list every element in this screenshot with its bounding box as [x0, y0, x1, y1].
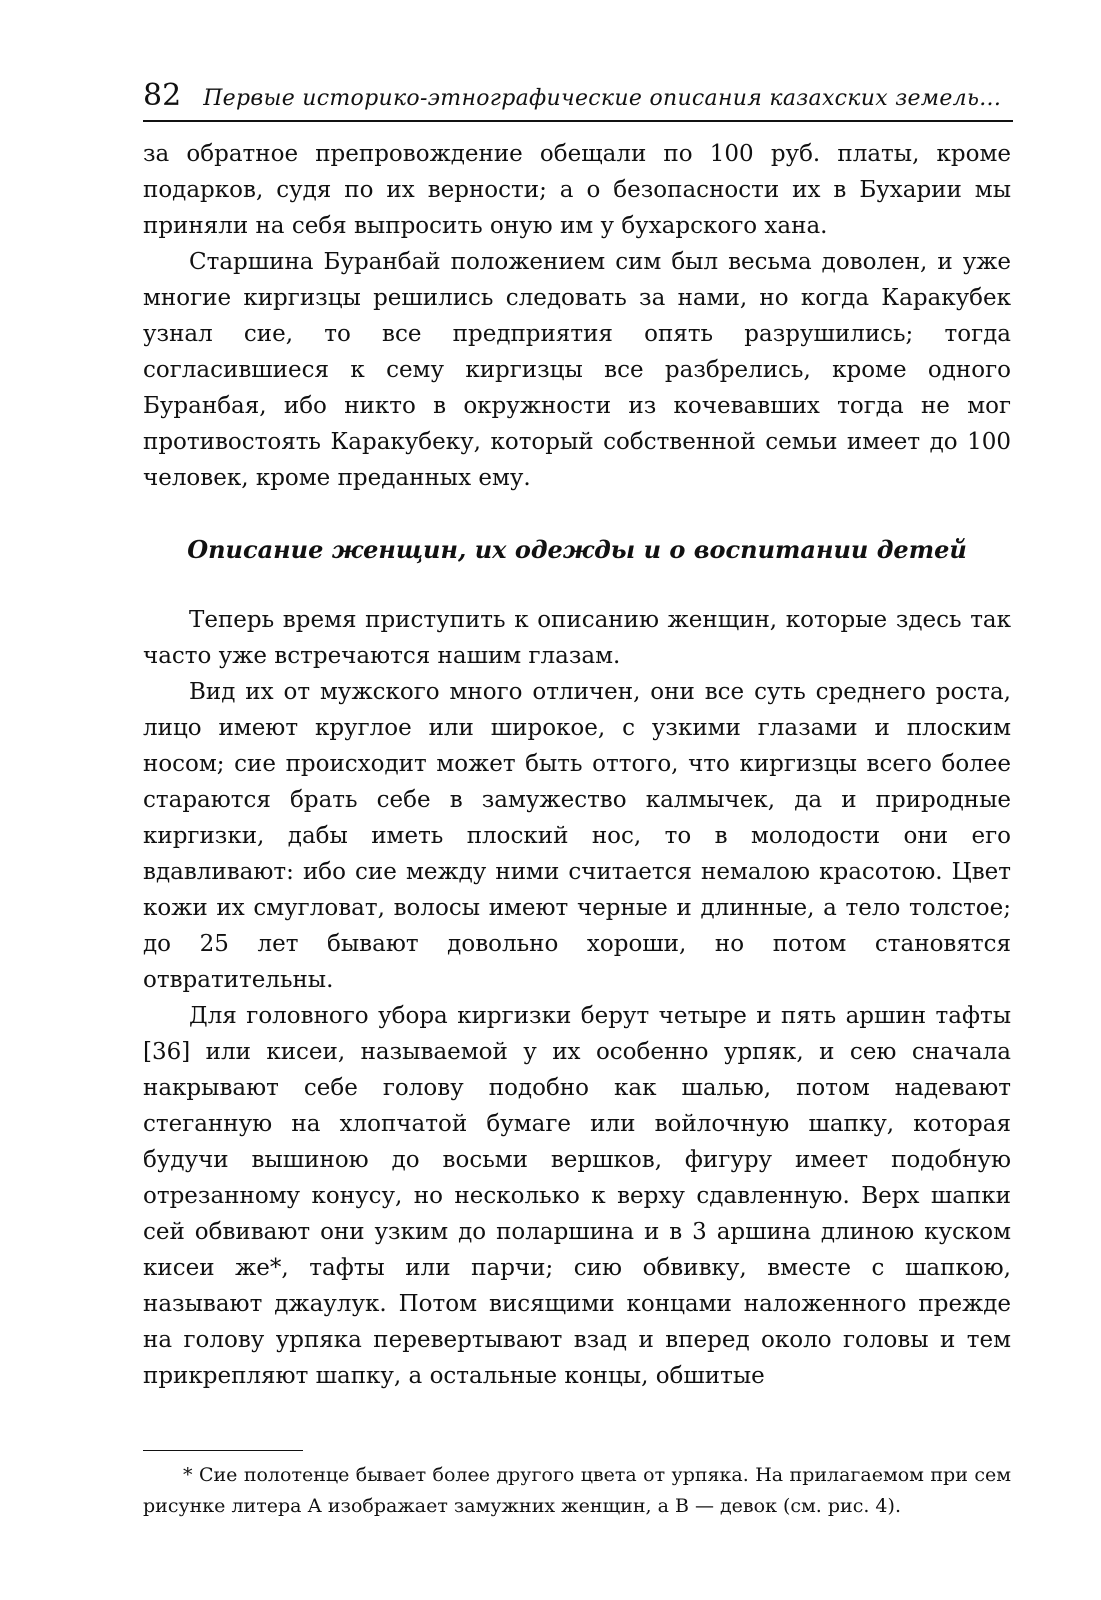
running-title: Первые историко-этнографические описания казахских земель...: [203, 86, 1002, 111]
paragraph: Старшина Буранбай положением сим был весьма доволен, и уже многие киргизцы решились следовать за нами, но когда Каракубек узнал сие, то все предприятия опять разрушились; тогда согласившиеся к сему киргизцы все разбрелись, кроме одного Буранбая, ибо никто в окружности из кочевавших тогда не мог противостоять Каракубеку, который собственной семьи имеет до 100 человек, кроме преданных ему.: [143, 249, 1011, 491]
footnote: [143, 1460, 1011, 1522]
running-header: [143, 78, 1013, 122]
page-number: 82: [143, 78, 182, 113]
section-heading: Описание женщин, их одежды и о воспитании детей: [187, 535, 967, 564]
paragraph: Вид их от мужского много отличен, они все суть среднего роста, лицо имеют круглое или широкое, с узкими глазами и плоским носом; сие происходит может быть оттого, что киргизцы всего более стараются брать себе в замужество калмычек, да и природные киргизки, дабы иметь плоский нос, то в молодости они его вдавливают: ибо сие между ними считается немалою красотою. Цвет кожи их смугловат, волосы имеют черные и длинные, а тело толстое; до 25 лет бывают довольно хороши, но потом становятся отвратительны.: [143, 679, 1011, 993]
paragraph: за обратное препровождение обещали по 100 руб. платы, кроме подарков, судя по их верности; а о безопасности их в Бухарии мы приняли на себя выпросить оную им у бухарского хана.: [143, 141, 1011, 239]
footnote-divider: [143, 1450, 303, 1451]
paragraph: Теперь время приступить к описанию женщин, которые здесь так часто уже встречаются нашим глазам.: [143, 607, 1011, 669]
main-text: [143, 136, 1011, 1394]
paragraph: Для головного убора киргизки берут четыре и пять аршин тафты [36] или кисеи, называемой у их особенно урпяк, и сею сначала накрывают себе голову подобно как шалью, потом надевают стеганную на хлопчатой бумаге или войлочную шапку, которая будучи вышиною до восьми вершков, фигуру имеет подобную отрезанному конусу, но несколько к верху сдавленную. Верх шапки сей обвивают они узким до поларшина и в 3 аршина длиною куском кисеи же*, тафты или парчи; сию обвивку, вместе с шапкою, называют джаулук. Потом висящими концами наложенного прежде на голову урпяка перевертывают взад и вперед около головы и тем прикрепляют шапку, а остальные концы, обшитые: [143, 1003, 1011, 1389]
footnote-text: * Сие полотенце бывает более другого цвета от урпяка. На прилагаемом при сем рисунке литера А изображает замужних женщин, а В — девок (см. рис. 4).: [143, 1464, 1011, 1517]
